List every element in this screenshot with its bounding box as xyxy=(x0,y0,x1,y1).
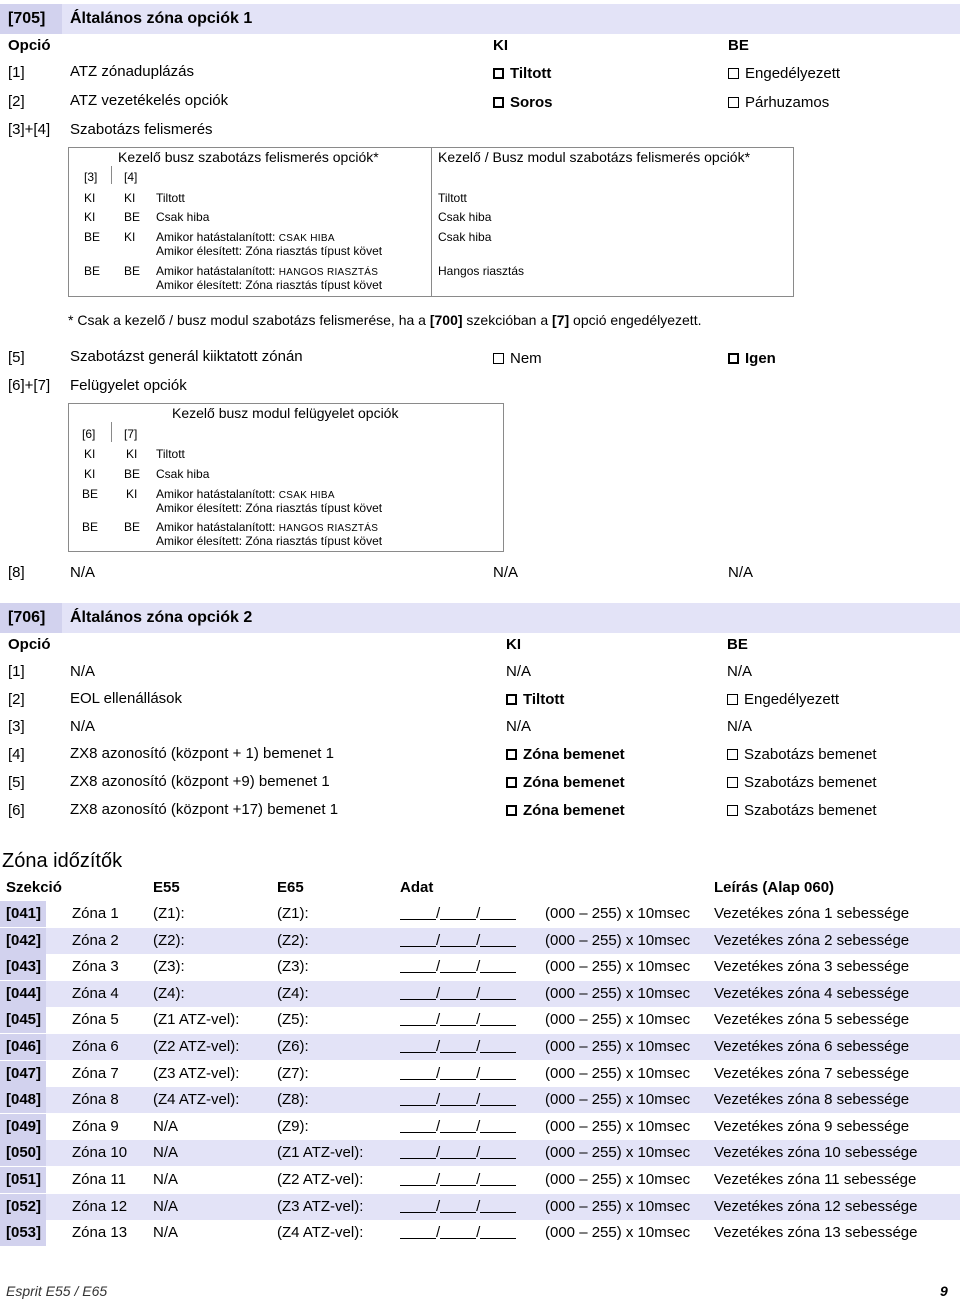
description: Vezetékes zóna 1 sebessége xyxy=(714,905,910,922)
digit-blank[interactable] xyxy=(400,933,436,947)
option-ki-value: N/A xyxy=(506,663,532,680)
section-code: [048] xyxy=(6,1091,42,1109)
option-be-choice[interactable]: Szabotázs bemenet xyxy=(727,774,877,792)
data-entry-field[interactable] xyxy=(400,958,516,976)
column-code-4: [4] xyxy=(124,170,138,184)
table-cell: Amikor hatástalanított: CSAK HIBA xyxy=(156,230,335,244)
checkbox-icon[interactable] xyxy=(727,777,738,788)
digit-blank[interactable] xyxy=(480,1039,516,1053)
e65-zone: (Z8): xyxy=(277,1091,309,1109)
option-be-choice[interactable]: Szabotázs bemenet xyxy=(727,802,877,820)
data-entry-field[interactable] xyxy=(400,905,516,923)
e65-zone: (Z1 ATZ-vel): xyxy=(277,1144,364,1162)
option-code: [4] xyxy=(8,746,25,763)
option-be-choice[interactable]: Engedélyezett xyxy=(728,65,840,83)
table-cell: BE xyxy=(124,264,141,278)
description: Vezetékes zóna 3 sebessége xyxy=(714,958,910,976)
table-header: Kezelő busz modul felügyelet opciók xyxy=(172,405,399,421)
table-cell: BE xyxy=(124,520,141,534)
separator: / xyxy=(476,1171,481,1188)
header-option: Opció xyxy=(8,636,51,653)
option-code: [3] xyxy=(8,718,25,735)
value-range: (000 – 255) x 10msec xyxy=(545,1171,691,1188)
e55-zone: N/A xyxy=(153,1197,179,1215)
description: Vezetékes zóna 11 sebessége xyxy=(714,1171,917,1188)
separator: / xyxy=(476,1117,481,1135)
header-option: Opció xyxy=(8,37,51,54)
table-cell: KI xyxy=(126,487,138,501)
option-label: ZX8 azonosító (központ +17) bemenet 1 xyxy=(70,801,339,818)
column-header-section: Szekció xyxy=(6,879,62,896)
digit-blank[interactable] xyxy=(440,986,476,1000)
separator: / xyxy=(436,931,441,949)
column-header-e65: E65 xyxy=(277,879,304,896)
separator: / xyxy=(476,1011,481,1029)
table-cell: Amikor hatástalanított: HANGOS RIASZTÁS xyxy=(156,264,379,278)
value-range: (000 – 255) x 10msec xyxy=(545,1117,691,1135)
table-row xyxy=(0,1061,960,1087)
column-header-data: Adat xyxy=(400,879,434,896)
section-code: [043] xyxy=(6,958,42,976)
section-heading: Zóna időzítők xyxy=(2,850,123,872)
header-be: BE xyxy=(728,37,749,54)
table-cell: Amikor élesített: Zóna riasztás típust követ xyxy=(156,278,383,292)
option-be-choice[interactable]: Engedélyezett xyxy=(727,691,839,709)
table-cell: Amikor élesített: Zóna riasztás típust követ xyxy=(156,244,383,258)
header-ki: KI xyxy=(506,636,521,653)
digit-blank[interactable] xyxy=(440,1145,476,1159)
value-range: (000 – 255) x 10msec xyxy=(545,984,691,1002)
section-code: [042] xyxy=(6,931,42,949)
description: Vezetékes zóna 4 sebessége xyxy=(714,984,910,1002)
table-cell: Csak hiba xyxy=(438,210,492,224)
digit-blank[interactable] xyxy=(440,1172,476,1186)
table-cell: KI xyxy=(84,467,96,481)
separator: / xyxy=(476,1091,481,1109)
option-label: ATZ zónaduplázás xyxy=(70,63,194,80)
column-code-3: [3] xyxy=(84,170,98,184)
e55-zone: (Z4 ATZ-vel): xyxy=(153,1091,240,1109)
value-range: (000 – 255) x 10msec xyxy=(545,1038,691,1055)
section-code: [053] xyxy=(6,1224,42,1242)
separator: / xyxy=(476,1038,481,1055)
option-label: EOL ellenállások xyxy=(70,690,183,707)
section-code: [051] xyxy=(6,1171,42,1188)
description: Vezetékes zóna 9 sebessége xyxy=(714,1117,910,1135)
checkbox-icon[interactable] xyxy=(727,694,738,705)
table-cell: Csak hiba xyxy=(156,467,210,481)
option-code: [2] xyxy=(8,691,25,708)
description: Vezetékes zóna 2 sebessége xyxy=(714,931,910,949)
option-ki-value: N/A xyxy=(506,718,532,735)
checkbox-icon[interactable] xyxy=(506,805,517,816)
table-cell: Amikor élesített: Zóna riasztás típust követ xyxy=(156,534,383,548)
table-cell: Amikor hatástalanított: CSAK HIBA xyxy=(156,487,335,501)
e65-zone: (Z6): xyxy=(277,1038,309,1055)
option-label: Szabotázs felismerés xyxy=(70,121,213,138)
table-cell: Tiltott xyxy=(438,191,467,205)
table-row xyxy=(0,1114,960,1140)
table-row xyxy=(0,928,960,954)
description: Vezetékes zóna 7 sebessége xyxy=(714,1064,910,1082)
value-range: (000 – 255) x 10msec xyxy=(545,1064,691,1082)
separator: / xyxy=(436,1224,441,1242)
checkbox-icon[interactable] xyxy=(493,353,504,364)
digit-blank[interactable] xyxy=(480,1225,516,1239)
table-row xyxy=(0,1167,960,1193)
table-cell: Hangos riasztás xyxy=(438,264,525,278)
digit-blank[interactable] xyxy=(400,1119,436,1133)
table-cell: Csak hiba xyxy=(156,210,210,224)
digit-blank[interactable] xyxy=(400,1066,436,1080)
option-ki-choice[interactable]: Tiltott xyxy=(493,65,551,83)
e65-zone: (Z4): xyxy=(277,984,309,1002)
separator: / xyxy=(436,1011,441,1029)
description: Vezetékes zóna 6 sebessége xyxy=(714,1038,910,1055)
table-divider xyxy=(111,166,112,184)
separator: / xyxy=(436,1038,441,1055)
table-cell: KI xyxy=(126,447,138,461)
table-cell: BE xyxy=(82,487,99,501)
digit-blank[interactable] xyxy=(400,1012,436,1026)
digit-blank[interactable] xyxy=(400,1092,436,1106)
option-code: [5] xyxy=(8,349,25,366)
table-cell: BE xyxy=(124,210,141,224)
option-ki-choice[interactable]: Tiltott xyxy=(506,691,564,709)
separator: / xyxy=(476,905,481,922)
option-label: ATZ vezetékelés opciók xyxy=(70,92,229,109)
table-row xyxy=(0,901,960,927)
checkbox-icon[interactable] xyxy=(506,694,517,705)
footnote: * Csak a kezelő / busz modul szabotázs felismerése, ha a [700] szekcióban a [7] opció engedélyezett. xyxy=(68,312,702,328)
e55-zone: (Z2 ATZ-vel): xyxy=(153,1038,240,1055)
zone-name: Zóna 10 xyxy=(72,1144,128,1162)
zone-name: Zóna 13 xyxy=(72,1224,128,1242)
column-header-e55: E55 xyxy=(153,879,180,896)
table-row xyxy=(0,981,960,1007)
e55-zone: N/A xyxy=(153,1117,179,1135)
option-code: [1] xyxy=(8,663,25,680)
e65-zone: (Z5): xyxy=(277,1011,309,1029)
option-code: [2] xyxy=(8,93,25,110)
table-cell: BE xyxy=(82,520,99,534)
digit-blank[interactable] xyxy=(480,1092,516,1106)
value-range: (000 – 255) x 10msec xyxy=(545,1197,691,1215)
digit-blank[interactable] xyxy=(400,1199,436,1213)
digit-blank[interactable] xyxy=(400,1225,436,1239)
checkbox-icon[interactable] xyxy=(506,749,517,760)
data-entry-field[interactable] xyxy=(400,1144,516,1162)
checkbox-icon[interactable] xyxy=(727,749,738,760)
value-range: (000 – 255) x 10msec xyxy=(545,958,691,976)
digit-blank[interactable] xyxy=(440,906,476,920)
description: Vezetékes zóna 8 sebessége xyxy=(714,1091,910,1109)
e65-zone: (Z2): xyxy=(277,931,309,949)
table-cell: KI xyxy=(124,191,136,205)
data-entry-field[interactable] xyxy=(400,1118,516,1136)
zone-name: Zóna 1 xyxy=(72,905,119,922)
digit-blank[interactable] xyxy=(400,906,436,920)
checkbox-icon[interactable] xyxy=(506,777,517,788)
digit-blank[interactable] xyxy=(480,1012,516,1026)
table-header-right: Kezelő / Busz modul szabotázs felismerés opciók* xyxy=(438,149,751,165)
zone-name: Zóna 4 xyxy=(72,984,119,1002)
separator: / xyxy=(476,1144,481,1162)
table-row xyxy=(0,1007,960,1033)
option-ki-choice[interactable]: Nem xyxy=(493,350,542,368)
zone-name: Zóna 7 xyxy=(72,1064,119,1082)
e65-zone: (Z9): xyxy=(277,1117,309,1135)
option-be-choice[interactable]: Igen xyxy=(728,350,776,368)
option-label: N/A xyxy=(70,663,96,680)
digit-blank[interactable] xyxy=(440,1092,476,1106)
value-range: (000 – 255) x 10msec xyxy=(545,1011,691,1029)
data-entry-field[interactable] xyxy=(400,1011,516,1029)
option-code: [3]+[4] xyxy=(8,121,51,138)
digit-blank[interactable] xyxy=(480,1145,516,1159)
section-code: [046] xyxy=(6,1038,42,1055)
digit-blank[interactable] xyxy=(440,933,476,947)
zone-name: Zóna 2 xyxy=(72,931,119,949)
option-be-value: N/A xyxy=(727,718,753,735)
e65-zone: (Z3 ATZ-vel): xyxy=(277,1197,364,1215)
option-be-choice[interactable]: Párhuzamos xyxy=(728,94,829,112)
checkbox-icon[interactable] xyxy=(728,353,739,364)
table-cell: Csak hiba xyxy=(438,230,492,244)
e55-zone: (Z2): xyxy=(153,931,185,949)
separator: / xyxy=(436,1117,441,1135)
header-ki: KI xyxy=(493,37,508,54)
section-code: [045] xyxy=(6,1011,42,1029)
e55-zone: N/A xyxy=(153,1224,179,1242)
table-cell: KI xyxy=(84,210,96,224)
section-code: [041] xyxy=(6,905,42,922)
digit-blank[interactable] xyxy=(480,1066,516,1080)
checkbox-icon[interactable] xyxy=(728,97,739,108)
digit-blank[interactable] xyxy=(440,1119,476,1133)
data-entry-field[interactable] xyxy=(400,1198,516,1216)
description: Vezetékes zóna 5 sebessége xyxy=(714,1011,910,1029)
table-divider xyxy=(111,422,112,442)
table-cell: Tiltott xyxy=(156,191,185,205)
digit-blank[interactable] xyxy=(440,1012,476,1026)
data-entry-field[interactable] xyxy=(400,1065,516,1083)
section-code: [052] xyxy=(6,1197,42,1215)
footer-product: Esprit E55 / E65 xyxy=(6,1283,108,1299)
checkbox-icon[interactable] xyxy=(493,68,504,79)
zone-name: Zóna 9 xyxy=(72,1117,119,1135)
table-cell: Tiltott xyxy=(156,447,185,461)
option-be-choice[interactable]: Szabotázs bemenet xyxy=(727,746,877,764)
table-cell: Amikor élesített: Zóna riasztás típust követ xyxy=(156,501,383,515)
e65-zone: (Z1): xyxy=(277,905,309,922)
separator: / xyxy=(436,1144,441,1162)
option-code: [6]+[7] xyxy=(8,377,51,394)
separator: / xyxy=(476,931,481,949)
option-be-value: N/A xyxy=(727,663,753,680)
table-row xyxy=(0,1194,960,1220)
value-range: (000 – 255) x 10msec xyxy=(545,1224,691,1242)
zone-name: Zóna 8 xyxy=(72,1091,119,1109)
digit-blank[interactable] xyxy=(480,986,516,1000)
e65-zone: (Z2 ATZ-vel): xyxy=(277,1171,364,1188)
option-ki-choice[interactable]: Zóna bemenet xyxy=(506,802,625,820)
separator: / xyxy=(436,984,441,1002)
section-code: [049] xyxy=(6,1117,42,1135)
separator: / xyxy=(436,1091,441,1109)
option-label: ZX8 azonosító (központ + 1) bemenet 1 xyxy=(70,745,334,762)
data-entry-field[interactable] xyxy=(400,1224,516,1242)
separator: / xyxy=(476,984,481,1002)
zone-name: Zóna 11 xyxy=(72,1171,126,1188)
digit-blank[interactable] xyxy=(400,1039,436,1053)
value-range: (000 – 255) x 10msec xyxy=(545,905,691,922)
value-range: (000 – 255) x 10msec xyxy=(545,1144,691,1162)
value-range: (000 – 255) x 10msec xyxy=(545,931,691,949)
separator: / xyxy=(436,905,441,922)
data-entry-field[interactable] xyxy=(400,985,516,1003)
e65-zone: (Z4 ATZ-vel): xyxy=(277,1224,364,1242)
table-row xyxy=(0,1087,960,1113)
option-code: [5] xyxy=(8,774,25,791)
table-divider xyxy=(431,147,432,297)
e65-zone: (Z7): xyxy=(277,1064,309,1082)
option-label: Felügyelet opciók xyxy=(70,377,187,394)
description: Vezetékes zóna 13 sebessége xyxy=(714,1224,918,1242)
digit-blank[interactable] xyxy=(440,959,476,973)
checkbox-icon[interactable] xyxy=(727,805,738,816)
option-label: N/A xyxy=(70,564,96,581)
separator: / xyxy=(436,1197,441,1215)
table-row xyxy=(0,1220,960,1246)
option-label: ZX8 azonosító (központ +9) bemenet 1 xyxy=(70,773,330,790)
zone-name: Zóna 12 xyxy=(72,1197,128,1215)
e55-zone: (Z3): xyxy=(153,958,185,976)
option-ki-value: N/A xyxy=(493,564,519,581)
header-be: BE xyxy=(727,636,748,653)
digit-blank[interactable] xyxy=(440,1225,476,1239)
option-ki-choice[interactable]: Zóna bemenet xyxy=(506,746,625,764)
digit-blank[interactable] xyxy=(480,1199,516,1213)
e55-zone: (Z1): xyxy=(153,905,185,922)
table-row xyxy=(0,1140,960,1166)
zone-name: Zóna 3 xyxy=(72,958,119,976)
separator: / xyxy=(436,1171,441,1188)
section-code: [044] xyxy=(6,984,42,1002)
section-code: [706] xyxy=(8,609,46,626)
data-entry-field[interactable] xyxy=(400,932,516,950)
separator: / xyxy=(476,1224,481,1242)
column-code-7: [7] xyxy=(124,427,138,441)
description: Vezetékes zóna 12 sebessége xyxy=(714,1197,918,1215)
option-code: [8] xyxy=(8,564,25,581)
checkbox-icon[interactable] xyxy=(493,97,504,108)
option-code: [1] xyxy=(8,64,25,81)
section-title: Általános zóna opciók 2 xyxy=(70,609,253,626)
digit-blank[interactable] xyxy=(440,1039,476,1053)
digit-blank[interactable] xyxy=(480,906,516,920)
separator: / xyxy=(436,958,441,976)
digit-blank[interactable] xyxy=(400,1172,436,1186)
digit-blank[interactable] xyxy=(400,986,436,1000)
e65-zone: (Z3): xyxy=(277,958,309,976)
e55-zone: N/A xyxy=(153,1144,179,1162)
option-be-value: N/A xyxy=(728,564,754,581)
table-header-left: Kezelő busz szabotázs felismerés opciók* xyxy=(118,149,379,165)
table-cell: KI xyxy=(84,447,96,461)
table-cell: BE xyxy=(124,467,141,481)
separator: / xyxy=(476,1197,481,1215)
section-code: [050] xyxy=(6,1144,42,1162)
section-code: [705] xyxy=(8,10,46,27)
description: Vezetékes zóna 10 sebessége xyxy=(714,1144,918,1162)
option-code: [6] xyxy=(8,802,25,819)
data-entry-field[interactable] xyxy=(400,1038,516,1056)
table-cell: KI xyxy=(124,230,136,244)
section-title: Általános zóna opciók 1 xyxy=(70,10,253,27)
table-cell: KI xyxy=(84,191,96,205)
column-header-description: Leírás (Alap 060) xyxy=(714,879,835,896)
table-cell: Amikor hatástalanított: HANGOS RIASZTÁS xyxy=(156,520,379,534)
table-cell: BE xyxy=(84,230,101,244)
digit-blank[interactable] xyxy=(480,959,516,973)
data-entry-field[interactable] xyxy=(400,1091,516,1109)
digit-blank[interactable] xyxy=(440,1199,476,1213)
zone-name: Zóna 6 xyxy=(72,1038,119,1055)
digit-blank[interactable] xyxy=(480,1172,516,1186)
table-cell: BE xyxy=(84,264,101,278)
page-number: 9 xyxy=(940,1283,948,1299)
separator: / xyxy=(476,1064,481,1082)
digit-blank[interactable] xyxy=(400,1145,436,1159)
data-entry-field[interactable] xyxy=(400,1171,516,1189)
option-label: N/A xyxy=(70,718,96,735)
value-range: (000 – 255) x 10msec xyxy=(545,1091,691,1109)
e55-zone: (Z1 ATZ-vel): xyxy=(153,1011,240,1029)
e55-zone: N/A xyxy=(153,1171,179,1188)
separator: / xyxy=(476,958,481,976)
option-label: Szabotázst generál kiiktatott zónán xyxy=(70,348,303,365)
digit-blank[interactable] xyxy=(480,933,516,947)
e55-zone: (Z4): xyxy=(153,984,185,1002)
separator: / xyxy=(436,1064,441,1082)
digit-blank[interactable] xyxy=(440,1066,476,1080)
section-code: [047] xyxy=(6,1064,42,1082)
digit-blank[interactable] xyxy=(400,959,436,973)
option-ki-choice[interactable]: Zóna bemenet xyxy=(506,774,625,792)
table-row xyxy=(0,1034,960,1060)
zone-name: Zóna 5 xyxy=(72,1011,119,1029)
table-row xyxy=(0,954,960,980)
e55-zone: (Z3 ATZ-vel): xyxy=(153,1064,240,1082)
checkbox-icon[interactable] xyxy=(728,68,739,79)
column-code-6: [6] xyxy=(82,427,96,441)
digit-blank[interactable] xyxy=(480,1119,516,1133)
option-ki-choice[interactable]: Soros xyxy=(493,94,553,112)
